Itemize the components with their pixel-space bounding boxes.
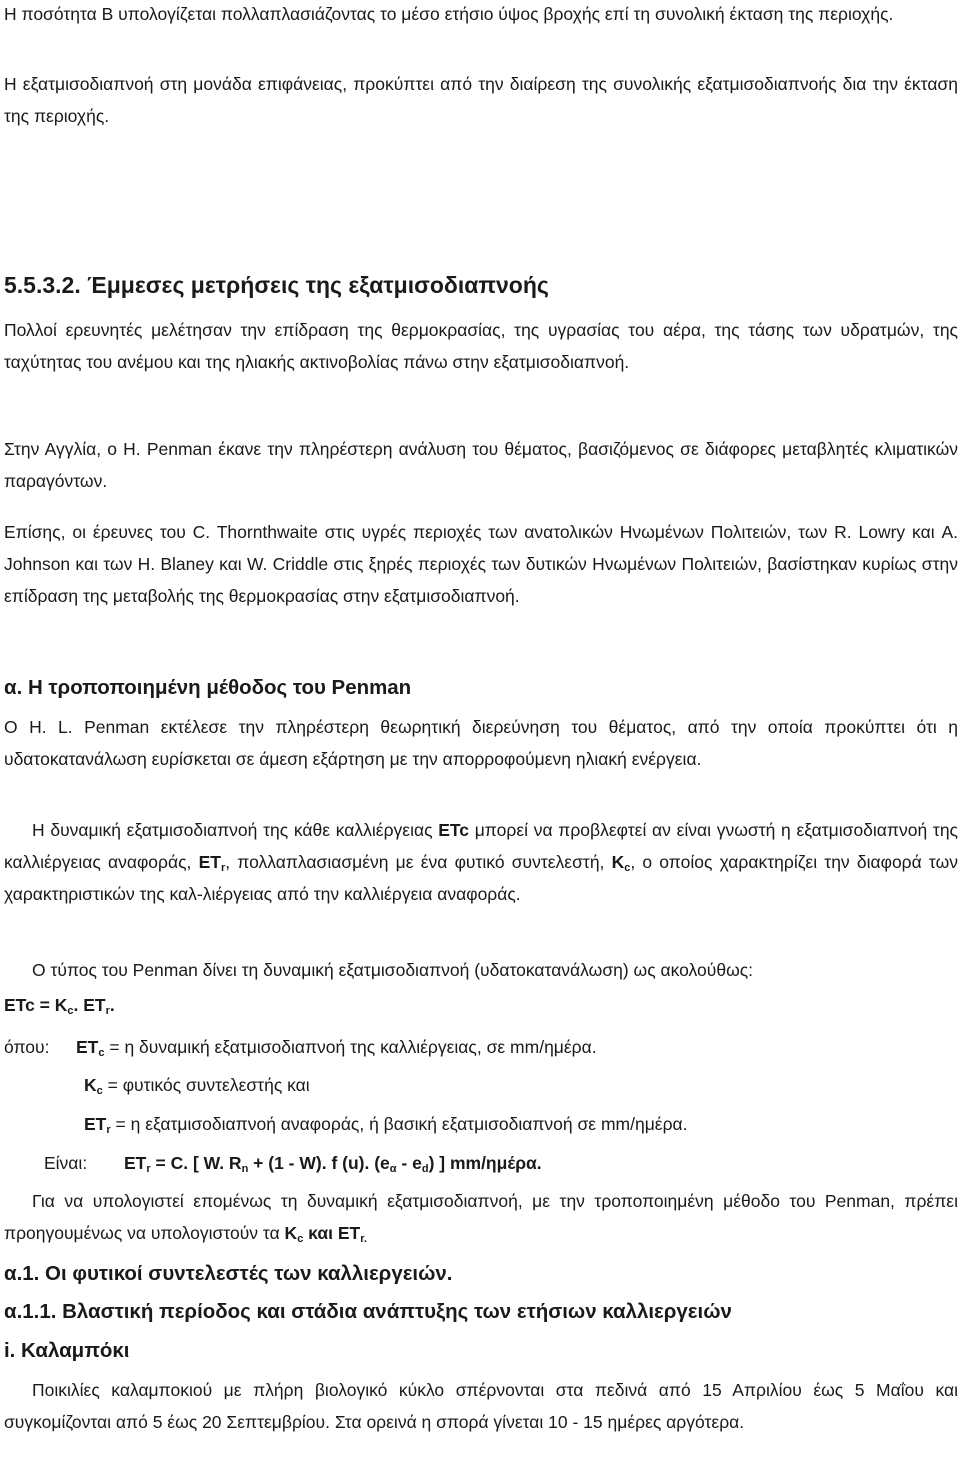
definition-kc: $K_c = \varphi\upsilon\tau\iota\kappa ό\varsigma$ συντελεστής και <box>84 1075 310 1097</box>
equation-label: Είναι: <box>44 1153 88 1173</box>
paragraph-formula-intro: Ο τύπος του Penman δίνει τη δυναμική εξατμισοδιαπνοή (υδατοκατανάλωση) ως ακολούθως: <box>32 960 754 980</box>
equation-etr: $ET_r = C$. [ W. $R_n + (1 - W)$. f (u). $(e_\alpha - e_d)$ ] mm/ημέρα. <box>124 1153 542 1175</box>
paragraph-corn: Ποικιλίες καλαμποκιού με πλήρη βιολογικό κύκλο σπέρνονται στα πεδινά από 15 Απριλίου έως 5 Μαΐου και συγκομίζονται από 5 έως 20 Σεπτεμβρίου. Στα ορεινά η σπορά γίνεται 10 - 15 ημέρες αργότερα. <box>4 1380 958 1432</box>
subheading-modified-penman: α. Η τροποποιημένη μέθοδος του Penman <box>4 676 412 699</box>
section-heading: 5.5.3.2. Έμμεσες μετρήσεις της εξατμισοδιαπνοής <box>4 272 549 298</box>
definition-etc: $ET_c = \eta$ δυναμική εξατμισοδιαπνοή της καλλιέργειας, σε mm/ημέρα. <box>76 1037 597 1059</box>
paragraph-rain-quantity: Η ποσότητα Β υπολογίζεται πολλαπλασιάζοντας το μέσο ετήσιο ύψος βροχής επί τη συνολική έκταση της περιοχής. <box>4 4 894 24</box>
where-label: όπου: <box>4 1037 50 1057</box>
paragraph-potential-evapotranspiration: Η δυναμική εξατμισοδιαπνοή της κάθε καλλιέργειας ETc μπορεί να προβλεφτεί αν είναι γνωστή η εξατμισοδιαπνοή της καλλιέργειας αναφοράς, $ET_r$, πολλαπλασιασμένη με ένα φυτικό συντελεστή, $K_c$, ο οποίος χαρακτηρίζει την διαφορά των χαρακτηριστικών της καλ-λιέργειας από την καλλιέργεια αναφοράς. <box>4 820 959 904</box>
paragraph-thornthwaite: Επίσης, οι έρευνες του C. Thornthwaite στις υγρές περιοχές των ανατολικών Ηνωμένων Πολιτειών, των R. Lowry και A. Johnson και των H. Blaney και W. Criddle στις ξηρές περιοχές των δυτικών Ηνωμένων Πολιτειών, βασίστηκαν κυρίως στην επίδραση της μεταβολής της θερμοκρασίας στην εξατμισοδιαπνοή. <box>4 522 958 606</box>
paragraph-unit-evapotranspiration: Η εξατμισοδιαπνοή στη μονάδα επιφάνειας, προκύπτει από την διαίρεση της συνολικής εξατμισοδιαπνοής δια την έκταση της περιοχής. <box>4 74 958 126</box>
equation-etc: ETc = $K_c$. $ET_r$. <box>4 995 115 1017</box>
heading-crop-coefficients: α.1. Οι φυτικοί συντελεστές των καλλιεργειών. <box>4 1262 453 1285</box>
paragraph-penman-england: Στην Αγγλία, ο H. Penman έκανε την πληρέστερη ανάλυση του θέματος, βασιζόμενος σε διάφορες μεταβλητές κλιματικών παραγόντων. <box>4 439 958 491</box>
paragraph-researchers: Πολλοί ερευνητές μελέτησαν την επίδραση της θερμοκρασίας, της υγρασίας του αέρα, της τάσης των υδρατμών, της ταχύτητας του ανέμου και της ηλιακής ακτινοβολίας πάνω στην εξατμισοδιαπνοή. <box>4 320 958 372</box>
paragraph-hl-penman: Ο H. L. Penman εκτέλεσε την πληρέστερη θεωρητική διερεύνηση του θέματος, από την οποία προκύπτει ότι η υδατοκατανάλωση ευρίσκεται σε άμεση εξάρτηση με την απορροφούμενη ηλιακή ενέργεια. <box>4 717 958 769</box>
heading-corn: i. Καλαμπόκι <box>4 1339 130 1362</box>
definition-etr: $ET_r = \eta$ εξατμισοδιαπνοή αναφοράς, ή βασική εξατμισοδιαπνοή σε mm/ημέρα. <box>84 1114 688 1136</box>
heading-growing-season: α.1.1. Βλαστική περίοδος και στάδια ανάπτυξης των ετήσιων καλλιεργειών <box>4 1300 732 1323</box>
paragraph-calculation: Για να υπολογιστεί επομένως τη δυναμική εξατμισοδιαπνοή, με την τροποποιημένη μέθοδο του Penman, πρέπει προηγουμένως να υπολογιστούν τα $K_c$ και $ET_{r.}$ <box>4 1191 958 1245</box>
